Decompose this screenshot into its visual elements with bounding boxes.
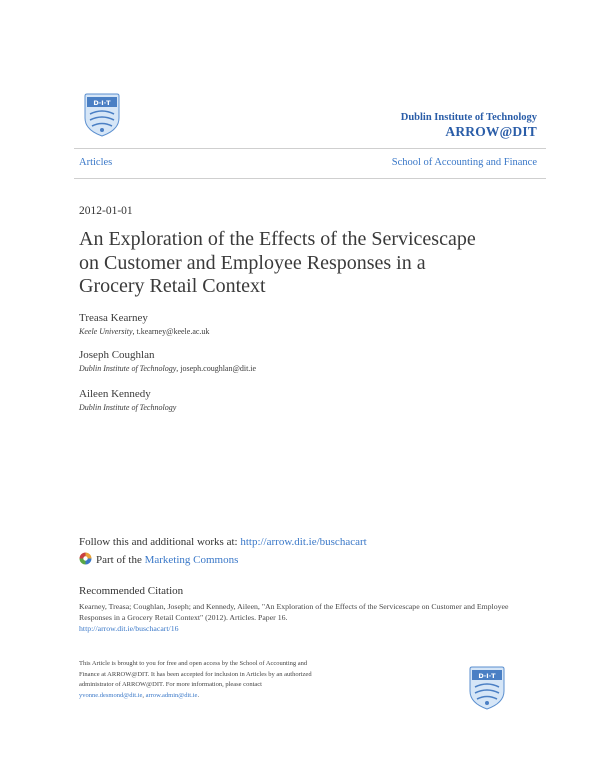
author-institution: Keele University: [79, 327, 133, 336]
institution-name: Dublin Institute of Technology: [400, 112, 537, 123]
dit-logo-icon: [81, 92, 123, 137]
citation-block: [79, 601, 529, 634]
commons-icon: [79, 552, 92, 565]
citation-text: Kearney, Treasa; Coughlan, Joseph; and Kennedy, Aileen, "An Exploration of the Effects of the Servicescape on Customer and Employee Responses in a Grocery Retail Context" (2012). Articles. Paper 16.: [79, 602, 509, 622]
article-title: [79, 228, 529, 299]
part-of-line: [96, 554, 238, 566]
author-email: , joseph.coughlan@dit.ie: [176, 364, 257, 373]
dit-logo-icon: [466, 665, 508, 710]
nav-rule: [74, 178, 546, 179]
footer-notice: [79, 659, 319, 701]
footer-text: This Article is brought to you for free and open access by the School of Accounting and Finance at ARROW@DIT. It has been accepted for inclusion in Articles by an authorized administrator of ARROW@DIT. For more information, please contact: [79, 660, 312, 689]
follow-prefix: Follow this and additional works at:: [79, 536, 241, 548]
footer-separator: ,: [142, 691, 146, 699]
author-email: , t.kearney@keele.ac.uk: [132, 327, 210, 336]
marketing-commons-link[interactable]: Marketing Commons: [144, 554, 239, 566]
school-link[interactable]: School of Accounting and Finance: [391, 157, 537, 168]
author-name: Aileen Kennedy: [79, 388, 151, 400]
author-name: Treasa Kearney: [79, 312, 148, 324]
footer-end: .: [197, 691, 200, 699]
author-institution: Dublin Institute of Technology: [79, 364, 177, 373]
author-affiliation: [79, 364, 256, 373]
collection-link[interactable]: http://arrow.dit.ie/buschacart: [240, 536, 367, 548]
author-institution: Dublin Institute of Technology: [79, 403, 177, 412]
publication-date: 2012-01-01: [79, 205, 133, 217]
author-name: Joseph Coughlan: [79, 349, 155, 361]
repository-name[interactable]: ARROW@DIT: [445, 124, 537, 139]
contact-email-2[interactable]: arrow.admin@dit.ie: [145, 691, 198, 699]
author-affiliation: [79, 403, 176, 412]
articles-link[interactable]: Articles: [79, 157, 113, 168]
contact-email-1[interactable]: yvonne.desmond@dit.ie: [79, 691, 143, 699]
logo-text: D·I·T: [93, 99, 111, 107]
title-line: Grocery Retail Context: [79, 275, 266, 297]
logo-text: D·I·T: [478, 672, 496, 680]
citation-url[interactable]: http://arrow.dit.ie/buschacart/16: [79, 624, 179, 633]
follow-line: [79, 536, 367, 548]
author-affiliation: [79, 327, 209, 336]
header-rule: [74, 148, 546, 149]
part-of-prefix: Part of the: [96, 554, 145, 566]
recommended-citation-heading: Recommended Citation: [79, 585, 184, 597]
title-line: An Exploration of the Effects of the Servicescape: [79, 228, 476, 250]
title-line: on Customer and Employee Responses in a: [79, 251, 426, 274]
